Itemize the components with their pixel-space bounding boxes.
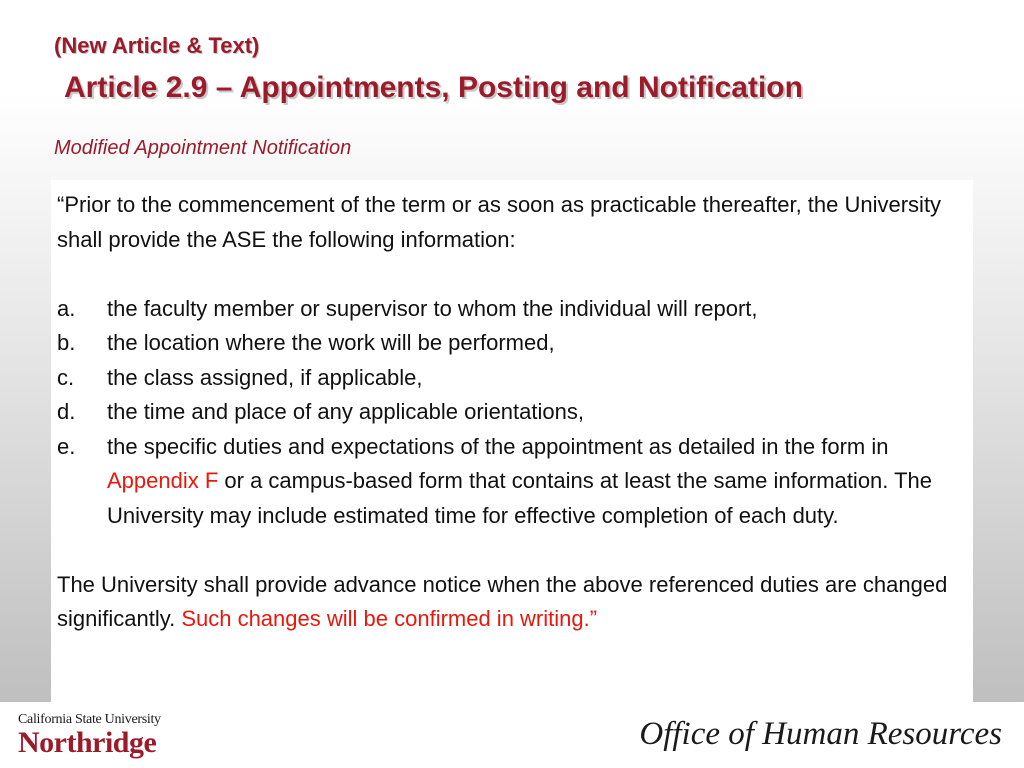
list-item [57, 326, 973, 361]
list-item-text: the location where the work will be performed, [107, 330, 555, 355]
list-item [57, 292, 973, 327]
list-marker: b. [57, 330, 76, 355]
list-marker: e. [57, 433, 76, 459]
footer-bar [0, 702, 1024, 768]
closing-text: The University shall provide advance notice when the above referenced duties are changed significantly. [57, 571, 948, 631]
info-list [57, 292, 973, 534]
list-marker: d. [57, 399, 76, 424]
content-box [51, 180, 973, 702]
slide-title: Article 2.9 – Appointments, Posting and Notification [64, 71, 803, 104]
closing-quote: ” [589, 606, 598, 631]
list-marker: a. [57, 295, 76, 321]
list-item [57, 430, 973, 534]
appendix-reference: Appendix F [107, 468, 219, 493]
slide-tag: (New Article & Text) [54, 33, 260, 58]
spacer [57, 533, 973, 568]
slide-subtitle: Modified Appointment Notification [54, 137, 352, 159]
list-item [57, 395, 973, 430]
list-item-text: the class assigned, if applicable, [107, 364, 423, 390]
list-item [57, 361, 973, 396]
closing-highlight: Such changes will be confirmed in writing. [181, 606, 590, 631]
list-marker: c. [57, 364, 75, 390]
list-item-text: the time and place of any applicable orientations, [107, 399, 584, 424]
list-item-text: the faculty member or supervisor to whom the individual will report, [107, 295, 758, 321]
spacer [57, 257, 973, 292]
list-item-text-end: or a campus-based form that contains at least the same information. The University may include estimated time for effective completion of each duty. [107, 468, 933, 528]
university-logo-name: Northridge [18, 726, 157, 759]
list-item-text-start: the specific duties and expectations of the appointment as detailed in the form in [107, 433, 889, 459]
intro-paragraph: “Prior to the commencement of the term or as soon as practicable thereafter, the University shall provide the ASE the following information: [57, 192, 942, 252]
closing-paragraph [57, 568, 973, 637]
office-name: Office of Human Resources [639, 716, 1002, 752]
university-logo-top: California State University [18, 712, 161, 727]
